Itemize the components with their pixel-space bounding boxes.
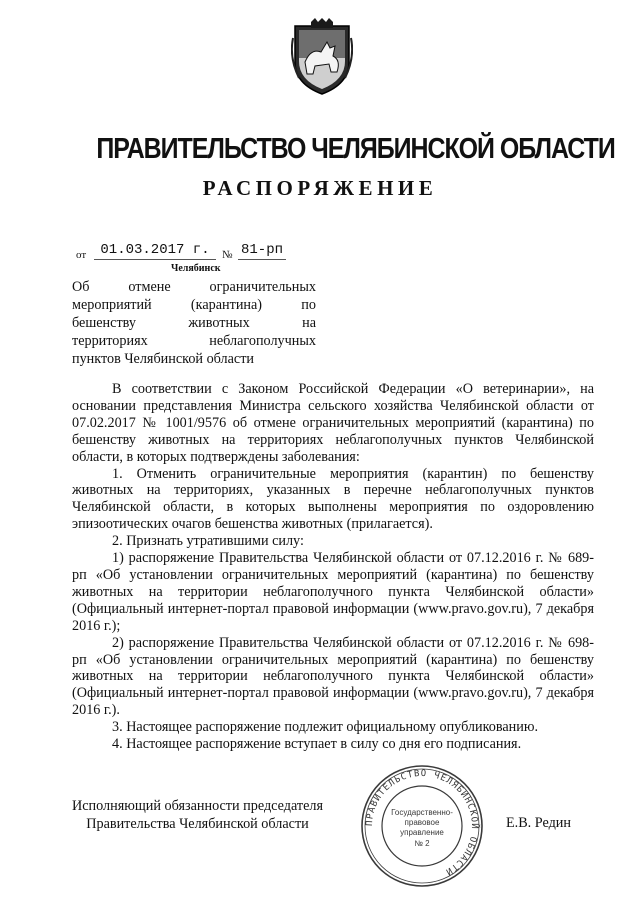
- body-paragraph: 2. Признать утратившими силу:: [112, 533, 304, 550]
- date-label: от: [76, 249, 87, 261]
- government-title: ПРАВИТЕЛЬСТВО ЧЕЛЯБИНСКОЙ ОБЛАСТИ: [96, 133, 615, 165]
- stamp-center-line: № 2: [414, 839, 430, 848]
- body-paragraph: 3. Настоящее распоряжение подлежит официальному опубликованию.: [112, 719, 539, 736]
- body-paragraph: 1) распоряжение Правительства Челябинской области от 07.12.2016 г. № 689-рп «Об установлении ограничительных мероприятий (карантина) по бешенству животных на территории неблагополучного пункта Челябинской области» (Официальный интернет-портал правовой информации (www.pravo.gov.ru), 7 декабря 2016 г.);: [72, 550, 594, 634]
- document-subject: [72, 278, 316, 368]
- stamp-center-line: Государственно-: [391, 808, 453, 817]
- document-number: 81-рп: [238, 242, 286, 260]
- subject-line: территориях неблагополучных: [72, 333, 316, 349]
- document-body: [72, 381, 594, 753]
- number-label: №: [222, 249, 233, 261]
- subject-line: Об отмене ограничительных: [72, 279, 316, 295]
- city-label: Челябинск: [171, 263, 221, 274]
- official-stamp: [358, 757, 486, 895]
- signatory-position: [72, 797, 323, 833]
- signatory-position-line: Правительства Челябинской области: [86, 816, 309, 832]
- body-paragraph: 2) распоряжение Правительства Челябинской области от 07.12.2016 г. № 698-рп «Об установлении ограничительных мероприятий (карантина) по бешенству животных на территории неблагополучного пункта Челябинской области» (Официальный интернет-портал правовой информации (www.pravo.gov.ru), 7 декабря 2016 г.).: [72, 634, 594, 719]
- subject-line: пунктов Челябинской области: [72, 351, 254, 367]
- body-paragraph: В соответствии с Законом Российской Федерации «О ветеринарии», на основании представления Министра сельского хозяйства Челябинской области от 07.02.2017 № 1001/9576 об отмене ограничительных мероприятий (карантина) по бешенству животных на территориях неблагополучных пунктов Челябинской области, в которых подтверждены заболевания:: [72, 381, 594, 465]
- stamp-center-line: правовое: [404, 818, 440, 827]
- document-type: РАСПОРЯЖЕНИЕ: [202, 176, 438, 200]
- signatory-position-line: Исполняющий обязанности председателя: [72, 798, 323, 814]
- body-paragraph: 4. Настоящее распоряжение вступает в силу со дня его подписания.: [112, 736, 522, 753]
- stamp-ring-text: ПРАВИТЕЛЬСТВО ЧЕЛЯБИНСКОЙ ОБЛАСТИ: [364, 768, 480, 877]
- signatory-name: Е.В. Редин: [506, 815, 571, 831]
- subject-line: мероприятий (карантина) по: [72, 297, 316, 313]
- stamp-center-line: управление: [400, 828, 444, 837]
- document-date: 01.03.2017 г.: [94, 242, 216, 260]
- body-paragraph: 1. Отменить ограничительные мероприятия (карантин) по бешенству животных на территориях, указанных в перечне неблагополучных пунктов Челябинской области, в которых выполнены мероприятия по оздоровлению эпизоотических очагов бешенства животных (прилагается).: [72, 465, 594, 533]
- chelyabinsk-coat-of-arms-icon: [291, 18, 353, 96]
- subject-line: бешенству животных на: [72, 315, 316, 331]
